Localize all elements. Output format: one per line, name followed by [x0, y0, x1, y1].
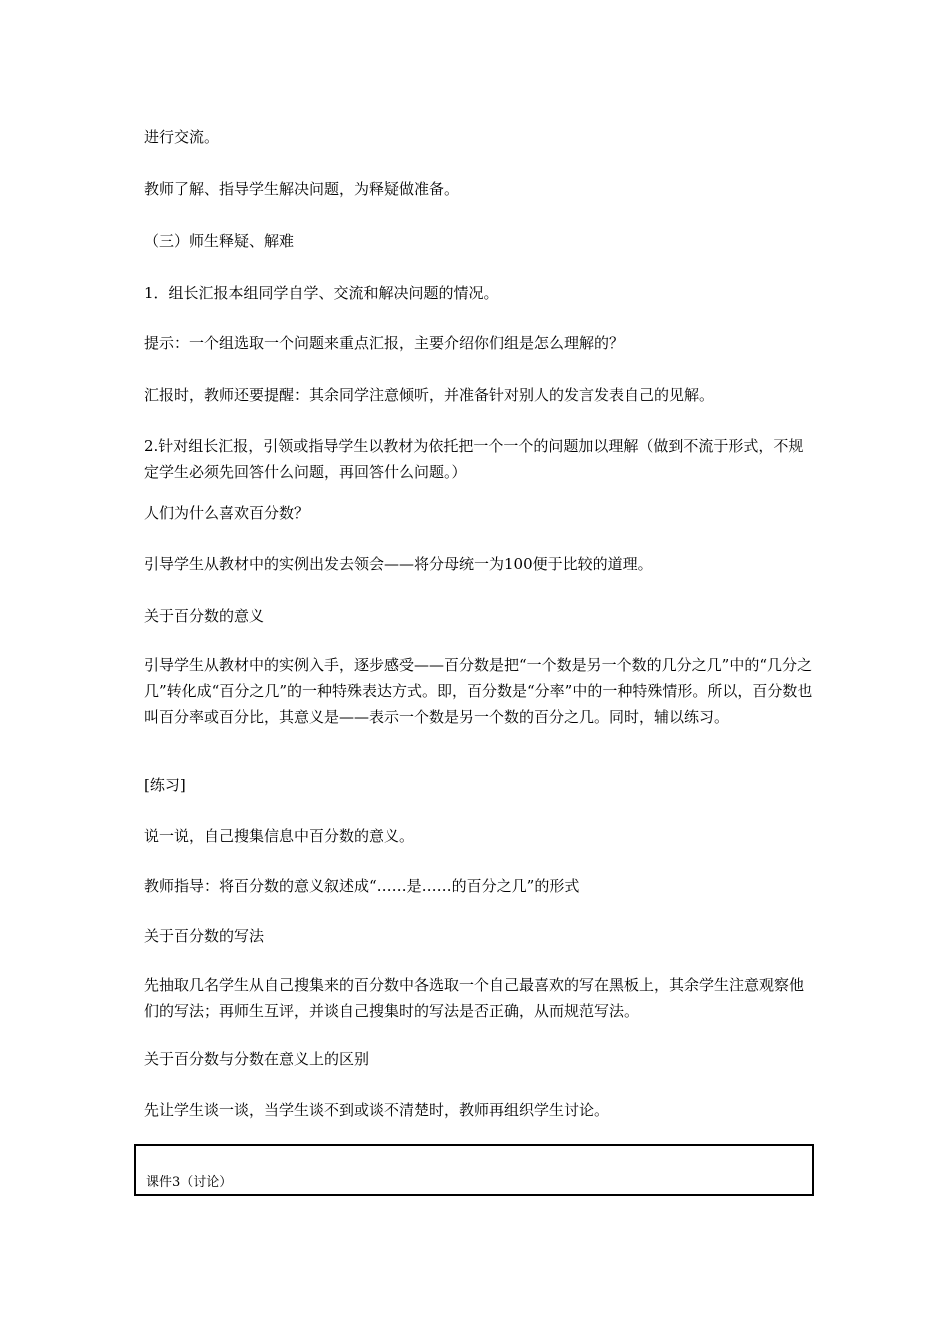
subheading: 关于百分数的意义 [144, 607, 265, 625]
subheading: 关于百分数与分数在意义上的区别 [144, 1050, 370, 1068]
paragraph: 1．组长汇报本组同学自学、交流和解决问题的情况。 [144, 284, 499, 302]
paragraph: 引导学生从教材中的实例出发去领会——将分母统一为100便于比较的道理。 [144, 555, 653, 573]
courseware-label: 课件3（讨论） [146, 1175, 233, 1190]
subheading: 关于百分数的写法 [144, 927, 265, 945]
paragraph: 提示：一个组选取一个问题来重点汇报，主要介绍你们组是怎么理解的？ [144, 334, 625, 352]
courseware-box [134, 1144, 814, 1196]
paragraph: 教师了解、指导学生解决问题，为释疑做准备。 [144, 180, 460, 198]
section-heading: （三）师生释疑、解难 [144, 232, 295, 250]
paragraph: 教师指导：将百分数的意义叙述成“……是……的百分之几”的形式 [144, 877, 580, 895]
paragraph: 先让学生谈一谈，当学生谈不到或谈不清楚时，教师再组织学生讨论。 [144, 1101, 610, 1119]
paragraph: 先抽取几名学生从自己搜集来的百分数中各选取一个自己最喜欢的写在黑板上，其余学生注意观察他们的写法；再师生互评，并谈自己搜集时的写法是否正确，从而规范写法。 [144, 976, 805, 1020]
paragraph: 2.针对组长汇报，引领或指导学生以教材为依托把一个一个的问题加以理解（做到不流于形式，不规定学生必须先回答什么问题，再回答什么问题。） [144, 437, 804, 481]
paragraph: 人们为什么喜欢百分数？ [144, 504, 310, 522]
paragraph: 进行交流。 [144, 128, 220, 146]
paragraph: 说一说，自己搜集信息中百分数的意义。 [144, 827, 415, 845]
paragraph: 引导学生从教材中的实例入手，逐步感受——百分数是把“一个数是另一个数的几分之几”中的“几分之几”转化成“百分之几”的一种特殊表达方式。即，百分数是“分率”中的一种特殊情形。所以，百分数也叫百分率或百分比，其意义是——表示一个数是另一个数的百分之几。同时，辅以练习。 [144, 656, 813, 726]
paragraph: 汇报时，教师还要提醒：其余同学注意倾听，并准备针对别人的发言发表自己的见解。 [144, 386, 715, 404]
subheading: [练习] [144, 776, 186, 794]
